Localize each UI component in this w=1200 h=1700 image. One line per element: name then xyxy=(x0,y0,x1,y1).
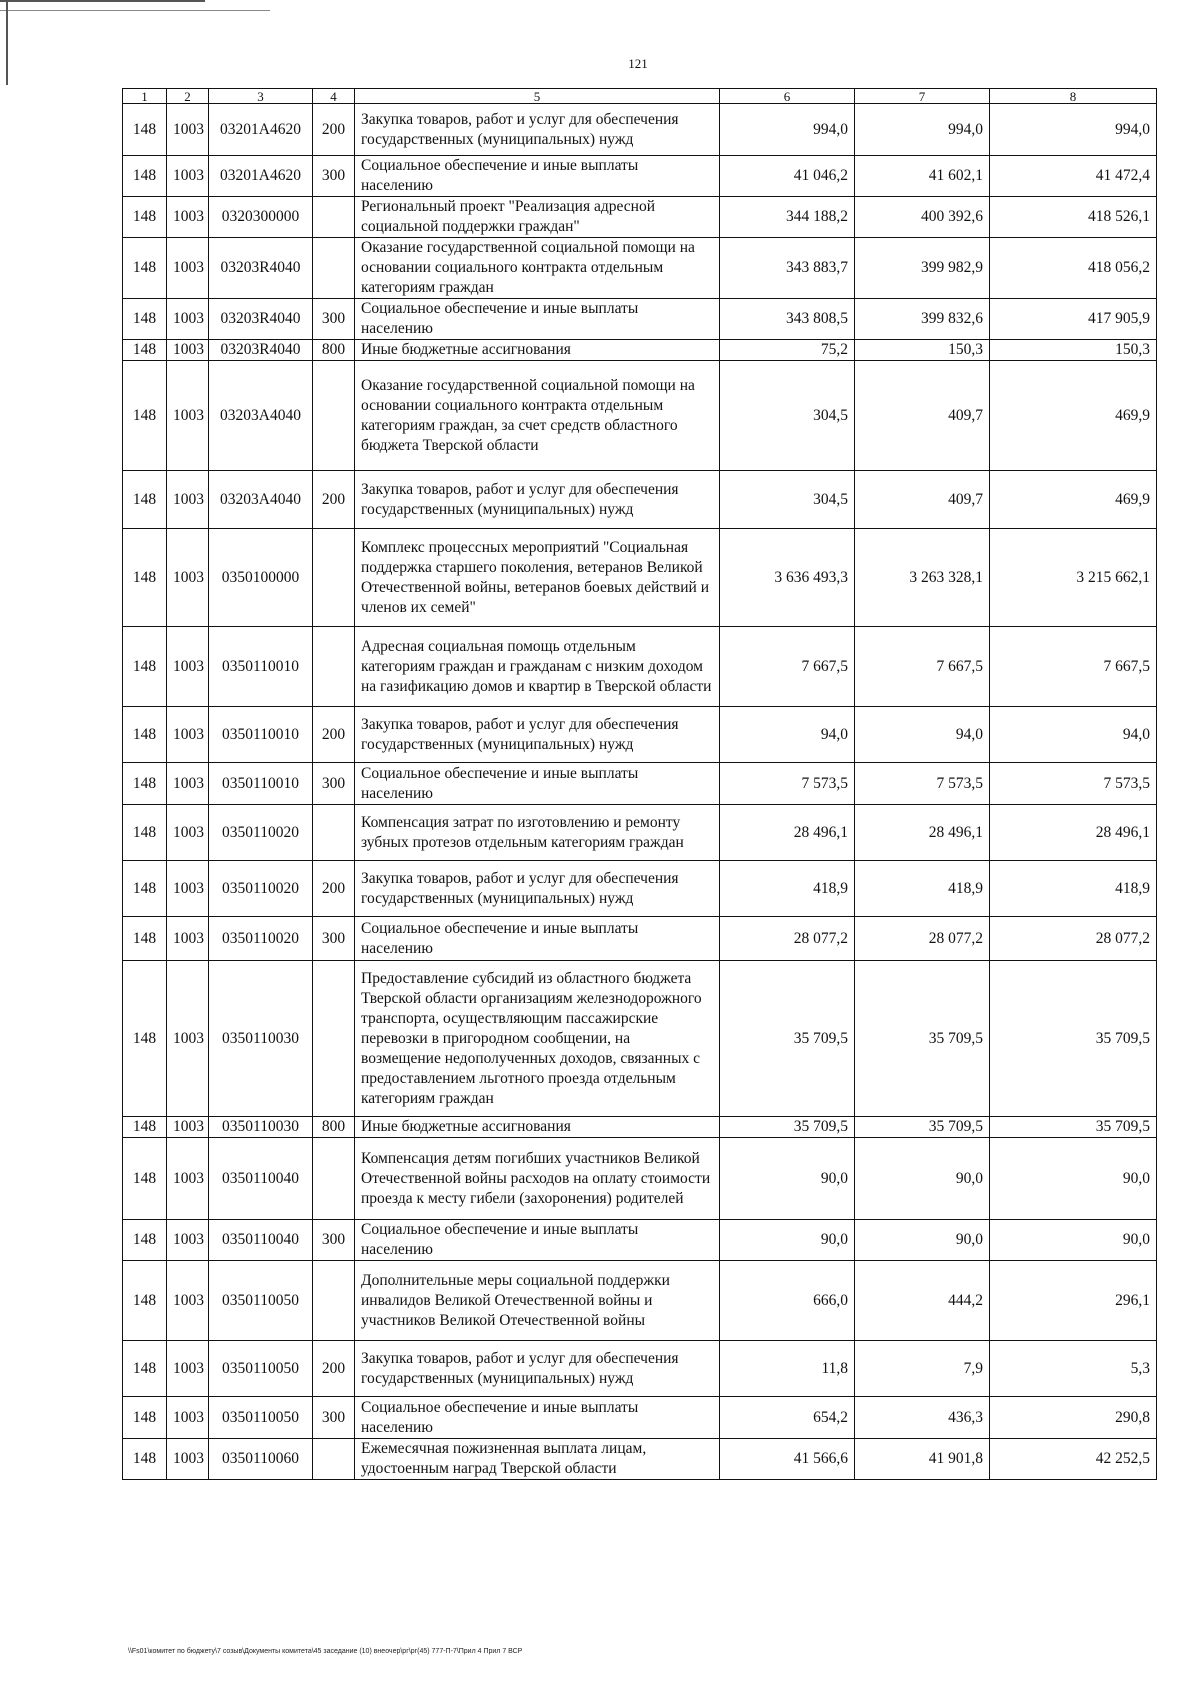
cell-target-article: 03203A4040 xyxy=(209,361,313,471)
cell-amount-year-1: 344 188,2 xyxy=(720,197,855,238)
table-row xyxy=(123,1261,1157,1341)
cell-amount-year-1: 35 709,5 xyxy=(720,961,855,1117)
cell-ministry-code: 148 xyxy=(123,1397,167,1439)
cell-expense-type xyxy=(313,529,355,627)
cell-expense-type xyxy=(313,627,355,707)
table-header-row xyxy=(123,89,1157,104)
cell-amount-year-1: 3 636 493,3 xyxy=(720,529,855,627)
table-row xyxy=(123,156,1157,197)
cell-section-code: 1003 xyxy=(167,1117,209,1138)
cell-section-code: 1003 xyxy=(167,197,209,238)
cell-amount-year-1: 654,2 xyxy=(720,1397,855,1439)
column-header: 3 xyxy=(209,89,313,104)
cell-target-article: 03201A4620 xyxy=(209,104,313,156)
page-number: 121 xyxy=(628,56,648,71)
cell-description: Компенсация детям погибших участников Великой Отечественной войны расходов на оплату стоимости проезда к месту гибели (захоронения) родителей xyxy=(355,1138,720,1220)
cell-amount-year-3: 5,3 xyxy=(990,1341,1157,1397)
table-row xyxy=(123,361,1157,471)
cell-description: Социальное обеспечение и иные выплаты населению xyxy=(355,299,720,340)
cell-description: Закупка товаров, работ и услуг для обеспечения государственных (муниципальных) нужд xyxy=(355,104,720,156)
cell-target-article: 03203A4040 xyxy=(209,471,313,529)
cell-ministry-code: 148 xyxy=(123,763,167,805)
cell-ministry-code: 148 xyxy=(123,707,167,763)
cell-expense-type: 300 xyxy=(313,763,355,805)
cell-amount-year-2: 409,7 xyxy=(855,471,990,529)
cell-amount-year-1: 7 573,5 xyxy=(720,763,855,805)
cell-amount-year-1: 28 077,2 xyxy=(720,917,855,961)
cell-expense-type xyxy=(313,1138,355,1220)
table-row xyxy=(123,707,1157,763)
cell-ministry-code: 148 xyxy=(123,861,167,917)
cell-description: Закупка товаров, работ и услуг для обеспечения государственных (муниципальных) нужд xyxy=(355,471,720,529)
cell-target-article: 03203R4040 xyxy=(209,238,313,299)
cell-section-code: 1003 xyxy=(167,1439,209,1480)
cell-description: Социальное обеспечение и иные выплаты населению xyxy=(355,156,720,197)
cell-amount-year-3: 41 472,4 xyxy=(990,156,1157,197)
cell-expense-type: 200 xyxy=(313,707,355,763)
cell-target-article: 0350110010 xyxy=(209,627,313,707)
footer-file-path: \\Fs01\комитет по бюджету\7 созыв\Документы комитета\45 заседание (10) внеочер\рг\рг(45) 777-П-7\Прил 4 Прил 7 ВСР xyxy=(128,1648,523,1655)
cell-amount-year-2: 399 832,6 xyxy=(855,299,990,340)
cell-description: Закупка товаров, работ и услуг для обеспечения государственных (муниципальных) нужд xyxy=(355,861,720,917)
cell-amount-year-1: 994,0 xyxy=(720,104,855,156)
table-row xyxy=(123,961,1157,1117)
table-row xyxy=(123,805,1157,861)
cell-description: Адресная социальная помощь отдельным категориям граждан и гражданам с низким доходом на газификацию домов и квартир в Тверской области xyxy=(355,627,720,707)
cell-description: Иные бюджетные ассигнования xyxy=(355,340,720,361)
cell-section-code: 1003 xyxy=(167,156,209,197)
cell-target-article: 0350110010 xyxy=(209,763,313,805)
cell-expense-type: 300 xyxy=(313,156,355,197)
cell-amount-year-1: 666,0 xyxy=(720,1261,855,1341)
table-row xyxy=(123,238,1157,299)
cell-description: Закупка товаров, работ и услуг для обеспечения государственных (муниципальных) нужд xyxy=(355,1341,720,1397)
cell-amount-year-2: 409,7 xyxy=(855,361,990,471)
cell-ministry-code: 148 xyxy=(123,340,167,361)
cell-target-article: 03203R4040 xyxy=(209,299,313,340)
cell-amount-year-1: 35 709,5 xyxy=(720,1117,855,1138)
cell-ministry-code: 148 xyxy=(123,1138,167,1220)
cell-description: Ежемесячная пожизненная выплата лицам, удостоенным наград Тверской области xyxy=(355,1439,720,1480)
cell-description: Предоставление субсидий из областного бюджета Тверской области организациям железнодорожного транспорта, осуществляющим пассажирские перевозки в пригородном сообщении, на возмещение недополученных доходов, связанных с предоставлением льготного проезда отдельным категориям граждан xyxy=(355,961,720,1117)
table-row xyxy=(123,861,1157,917)
table-row xyxy=(123,763,1157,805)
table-row xyxy=(123,471,1157,529)
cell-amount-year-1: 304,5 xyxy=(720,361,855,471)
cell-ministry-code: 148 xyxy=(123,471,167,529)
cell-description: Оказание государственной социальной помощи на основании социального контракта отдельным категориям граждан xyxy=(355,238,720,299)
cell-amount-year-3: 418,9 xyxy=(990,861,1157,917)
cell-amount-year-1: 90,0 xyxy=(720,1138,855,1220)
cell-amount-year-3: 3 215 662,1 xyxy=(990,529,1157,627)
cell-ministry-code: 148 xyxy=(123,1117,167,1138)
table-row xyxy=(123,529,1157,627)
cell-amount-year-3: 469,9 xyxy=(990,361,1157,471)
cell-amount-year-3: 7 573,5 xyxy=(990,763,1157,805)
cell-amount-year-1: 418,9 xyxy=(720,861,855,917)
cell-section-code: 1003 xyxy=(167,763,209,805)
cell-ministry-code: 148 xyxy=(123,361,167,471)
cell-expense-type xyxy=(313,1261,355,1341)
cell-expense-type xyxy=(313,197,355,238)
cell-amount-year-3: 418 526,1 xyxy=(990,197,1157,238)
cell-amount-year-2: 35 709,5 xyxy=(855,961,990,1117)
cell-amount-year-1: 94,0 xyxy=(720,707,855,763)
cell-section-code: 1003 xyxy=(167,471,209,529)
cell-expense-type xyxy=(313,361,355,471)
cell-section-code: 1003 xyxy=(167,1261,209,1341)
cell-description: Социальное обеспечение и иные выплаты населению xyxy=(355,1397,720,1439)
cell-amount-year-1: 343 808,5 xyxy=(720,299,855,340)
cell-ministry-code: 148 xyxy=(123,238,167,299)
cell-target-article: 0350110030 xyxy=(209,961,313,1117)
column-header: 4 xyxy=(313,89,355,104)
table-row xyxy=(123,627,1157,707)
column-header: 8 xyxy=(990,89,1157,104)
cell-amount-year-2: 444,2 xyxy=(855,1261,990,1341)
cell-target-article: 0350110020 xyxy=(209,805,313,861)
table-row xyxy=(123,1138,1157,1220)
cell-amount-year-1: 304,5 xyxy=(720,471,855,529)
cell-ministry-code: 148 xyxy=(123,1261,167,1341)
cell-amount-year-2: 41 602,1 xyxy=(855,156,990,197)
cell-section-code: 1003 xyxy=(167,627,209,707)
cell-expense-type: 800 xyxy=(313,1117,355,1138)
cell-section-code: 1003 xyxy=(167,1397,209,1439)
table-row xyxy=(123,1341,1157,1397)
cell-expense-type: 300 xyxy=(313,1397,355,1439)
cell-description: Комплекс процессных мероприятий "Социальная поддержка старшего поколения, ветеранов Великой Отечественной войны, ветеранов боевых действий и членов их семей" xyxy=(355,529,720,627)
cell-amount-year-1: 41 046,2 xyxy=(720,156,855,197)
cell-target-article: 0350110020 xyxy=(209,917,313,961)
cell-amount-year-2: 7 667,5 xyxy=(855,627,990,707)
cell-section-code: 1003 xyxy=(167,529,209,627)
cell-expense-type: 300 xyxy=(313,917,355,961)
cell-amount-year-3: 150,3 xyxy=(990,340,1157,361)
table-row xyxy=(123,1397,1157,1439)
table-row xyxy=(123,1117,1157,1138)
cell-target-article: 0350110050 xyxy=(209,1261,313,1341)
cell-amount-year-2: 994,0 xyxy=(855,104,990,156)
cell-expense-type: 200 xyxy=(313,861,355,917)
cell-amount-year-3: 42 252,5 xyxy=(990,1439,1157,1480)
cell-target-article: 0350110040 xyxy=(209,1220,313,1261)
cell-amount-year-2: 150,3 xyxy=(855,340,990,361)
cell-amount-year-3: 28 496,1 xyxy=(990,805,1157,861)
cell-target-article: 0350110050 xyxy=(209,1397,313,1439)
cell-amount-year-2: 94,0 xyxy=(855,707,990,763)
cell-section-code: 1003 xyxy=(167,1220,209,1261)
cell-description: Региональный проект "Реализация адресной социальной поддержки граждан" xyxy=(355,197,720,238)
cell-amount-year-2: 7,9 xyxy=(855,1341,990,1397)
cell-ministry-code: 148 xyxy=(123,299,167,340)
table-row xyxy=(123,1220,1157,1261)
cell-expense-type xyxy=(313,805,355,861)
cell-section-code: 1003 xyxy=(167,707,209,763)
cell-ministry-code: 148 xyxy=(123,1439,167,1480)
cell-amount-year-2: 418,9 xyxy=(855,861,990,917)
cell-section-code: 1003 xyxy=(167,805,209,861)
column-header: 7 xyxy=(855,89,990,104)
cell-section-code: 1003 xyxy=(167,104,209,156)
column-header: 6 xyxy=(720,89,855,104)
cell-amount-year-3: 994,0 xyxy=(990,104,1157,156)
table-row xyxy=(123,340,1157,361)
cell-section-code: 1003 xyxy=(167,1138,209,1220)
cell-section-code: 1003 xyxy=(167,961,209,1117)
cell-expense-type: 200 xyxy=(313,104,355,156)
cell-description: Иные бюджетные ассигнования xyxy=(355,1117,720,1138)
cell-section-code: 1003 xyxy=(167,238,209,299)
cell-section-code: 1003 xyxy=(167,299,209,340)
cell-amount-year-1: 90,0 xyxy=(720,1220,855,1261)
scan-artifact-line xyxy=(0,10,270,11)
cell-target-article: 0350110050 xyxy=(209,1341,313,1397)
scan-artifact-line xyxy=(6,0,8,85)
cell-target-article: 03201A4620 xyxy=(209,156,313,197)
cell-amount-year-3: 28 077,2 xyxy=(990,917,1157,961)
cell-description: Социальное обеспечение и иные выплаты населению xyxy=(355,1220,720,1261)
budget-allocation-table xyxy=(122,88,1157,1480)
cell-expense-type xyxy=(313,1439,355,1480)
cell-ministry-code: 148 xyxy=(123,104,167,156)
cell-target-article: 0320300000 xyxy=(209,197,313,238)
table-row xyxy=(123,104,1157,156)
scan-artifact-line xyxy=(0,0,205,2)
cell-amount-year-3: 94,0 xyxy=(990,707,1157,763)
cell-expense-type: 200 xyxy=(313,1341,355,1397)
cell-amount-year-1: 343 883,7 xyxy=(720,238,855,299)
cell-amount-year-2: 436,3 xyxy=(855,1397,990,1439)
cell-target-article: 0350110060 xyxy=(209,1439,313,1480)
cell-target-article: 0350110030 xyxy=(209,1117,313,1138)
cell-amount-year-3: 417 905,9 xyxy=(990,299,1157,340)
cell-amount-year-1: 28 496,1 xyxy=(720,805,855,861)
cell-ministry-code: 148 xyxy=(123,627,167,707)
cell-expense-type: 300 xyxy=(313,299,355,340)
cell-amount-year-3: 418 056,2 xyxy=(990,238,1157,299)
cell-ministry-code: 148 xyxy=(123,805,167,861)
cell-description: Социальное обеспечение и иные выплаты населению xyxy=(355,917,720,961)
cell-section-code: 1003 xyxy=(167,361,209,471)
cell-amount-year-1: 11,8 xyxy=(720,1341,855,1397)
cell-ministry-code: 148 xyxy=(123,197,167,238)
cell-target-article: 0350100000 xyxy=(209,529,313,627)
cell-ministry-code: 148 xyxy=(123,1341,167,1397)
cell-amount-year-3: 469,9 xyxy=(990,471,1157,529)
cell-amount-year-2: 7 573,5 xyxy=(855,763,990,805)
cell-amount-year-3: 35 709,5 xyxy=(990,961,1157,1117)
cell-description: Оказание государственной социальной помощи на основании социального контракта отдельным категориям граждан, за счет средств областного бюджета Тверской области xyxy=(355,361,720,471)
cell-expense-type: 200 xyxy=(313,471,355,529)
cell-amount-year-3: 90,0 xyxy=(990,1220,1157,1261)
cell-amount-year-1: 41 566,6 xyxy=(720,1439,855,1480)
cell-target-article: 0350110010 xyxy=(209,707,313,763)
cell-amount-year-2: 90,0 xyxy=(855,1220,990,1261)
cell-ministry-code: 148 xyxy=(123,529,167,627)
cell-section-code: 1003 xyxy=(167,917,209,961)
cell-amount-year-3: 7 667,5 xyxy=(990,627,1157,707)
cell-expense-type xyxy=(313,961,355,1117)
column-header: 1 xyxy=(123,89,167,104)
cell-expense-type: 800 xyxy=(313,340,355,361)
cell-expense-type xyxy=(313,238,355,299)
cell-amount-year-3: 90,0 xyxy=(990,1138,1157,1220)
cell-section-code: 1003 xyxy=(167,861,209,917)
cell-description: Социальное обеспечение и иные выплаты населению xyxy=(355,763,720,805)
column-header: 2 xyxy=(167,89,209,104)
cell-amount-year-2: 399 982,9 xyxy=(855,238,990,299)
cell-ministry-code: 148 xyxy=(123,961,167,1117)
cell-amount-year-1: 75,2 xyxy=(720,340,855,361)
cell-target-article: 03203R4040 xyxy=(209,340,313,361)
cell-amount-year-2: 41 901,8 xyxy=(855,1439,990,1480)
cell-amount-year-3: 296,1 xyxy=(990,1261,1157,1341)
cell-amount-year-2: 28 496,1 xyxy=(855,805,990,861)
cell-amount-year-2: 400 392,6 xyxy=(855,197,990,238)
cell-ministry-code: 148 xyxy=(123,156,167,197)
cell-amount-year-3: 290,8 xyxy=(990,1397,1157,1439)
cell-target-article: 0350110020 xyxy=(209,861,313,917)
cell-description: Компенсация затрат по изготовлению и ремонту зубных протезов отдельным категориям граждан xyxy=(355,805,720,861)
cell-amount-year-3: 35 709,5 xyxy=(990,1117,1157,1138)
table-row xyxy=(123,917,1157,961)
table-row xyxy=(123,197,1157,238)
cell-description: Закупка товаров, работ и услуг для обеспечения государственных (муниципальных) нужд xyxy=(355,707,720,763)
cell-amount-year-2: 3 263 328,1 xyxy=(855,529,990,627)
table-row xyxy=(123,299,1157,340)
cell-ministry-code: 148 xyxy=(123,917,167,961)
cell-amount-year-2: 35 709,5 xyxy=(855,1117,990,1138)
cell-amount-year-1: 7 667,5 xyxy=(720,627,855,707)
cell-section-code: 1003 xyxy=(167,340,209,361)
cell-description: Дополнительные меры социальной поддержки инвалидов Великой Отечественной войны и участников Великой Отечественной войны xyxy=(355,1261,720,1341)
table-row xyxy=(123,1439,1157,1480)
cell-amount-year-2: 90,0 xyxy=(855,1138,990,1220)
cell-ministry-code: 148 xyxy=(123,1220,167,1261)
table-body xyxy=(123,104,1157,1480)
column-header: 5 xyxy=(355,89,720,104)
cell-target-article: 0350110040 xyxy=(209,1138,313,1220)
cell-section-code: 1003 xyxy=(167,1341,209,1397)
cell-expense-type: 300 xyxy=(313,1220,355,1261)
cell-amount-year-2: 28 077,2 xyxy=(855,917,990,961)
